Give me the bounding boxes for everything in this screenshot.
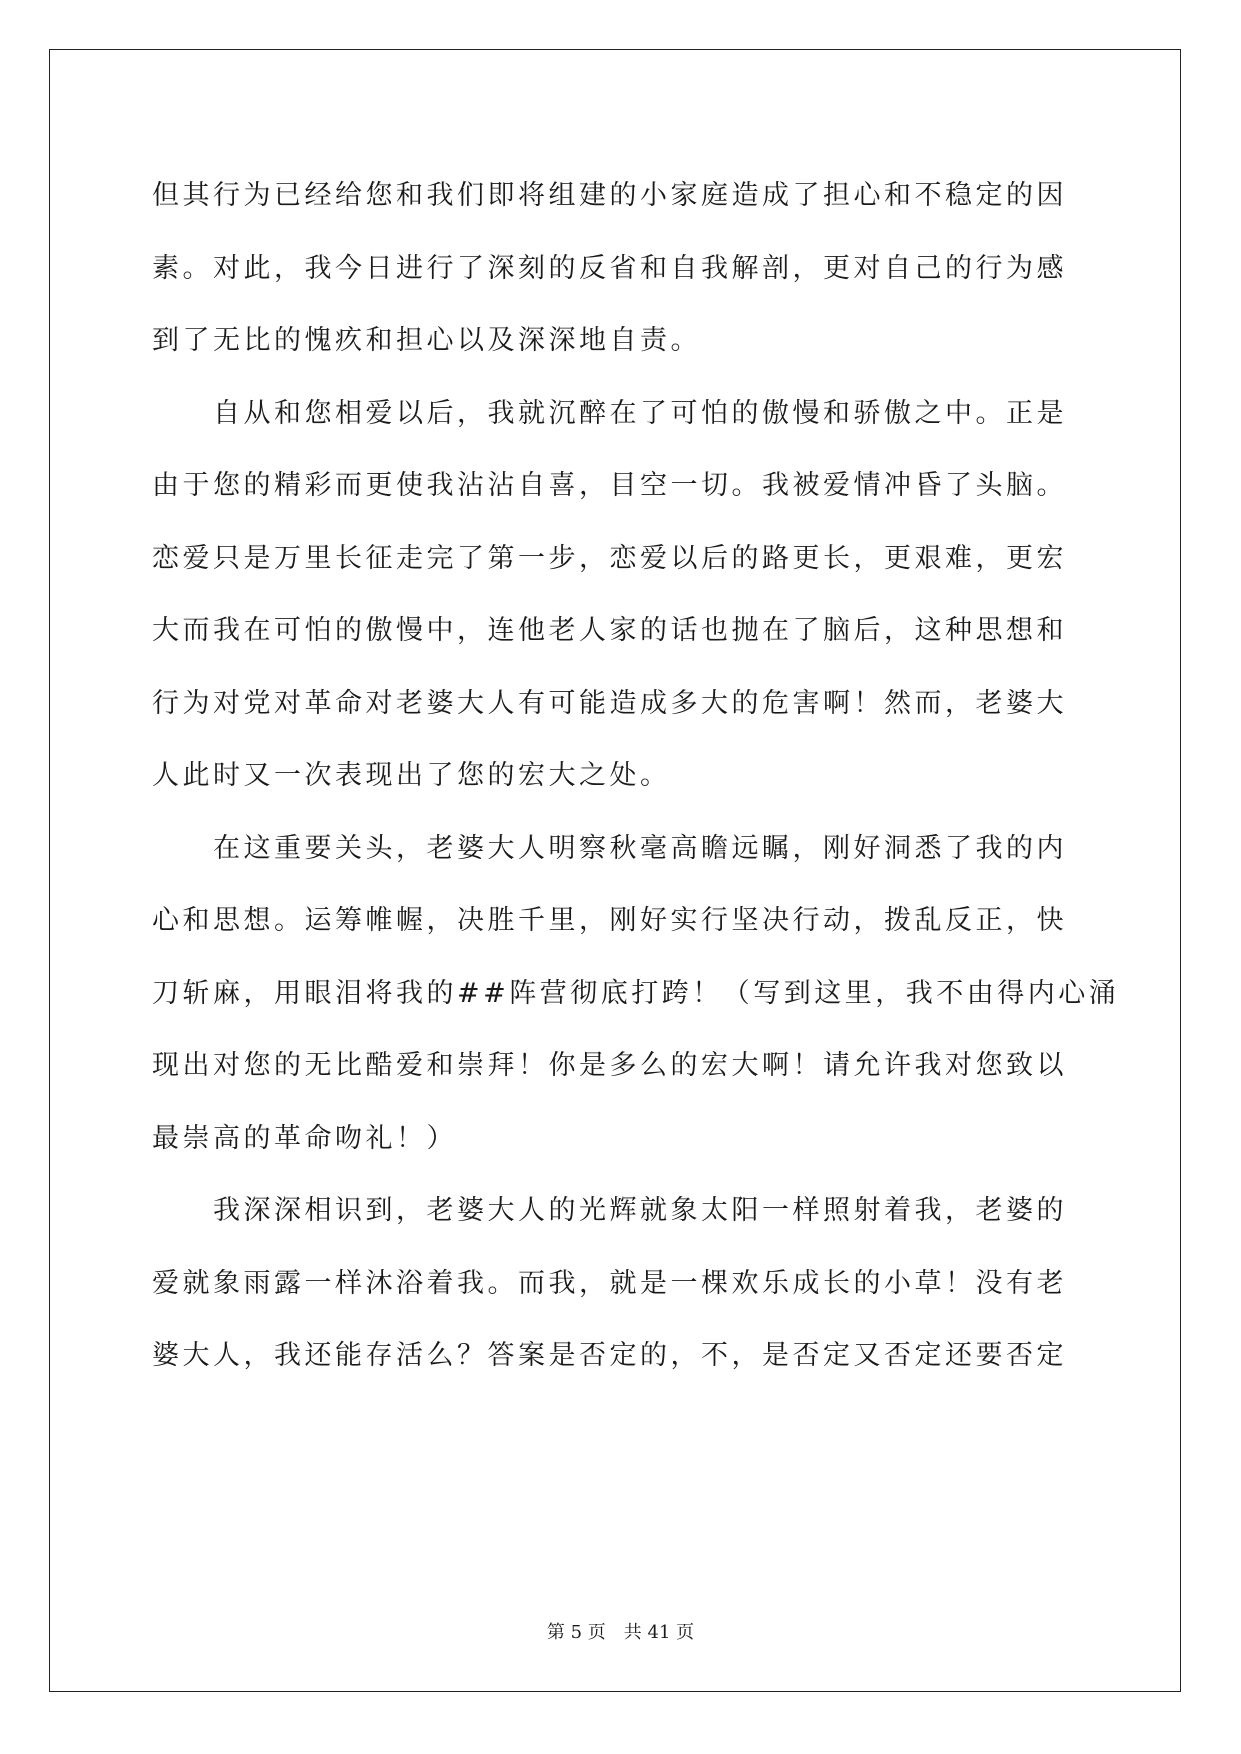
text-line: 素。对此，我今日进行了深刻的反省和自我解剖，更对自己的行为感 xyxy=(152,252,1067,284)
text-line: 大而我在可怕的傲慢中，连他老人家的话也抛在了脑后，这种思想和 xyxy=(152,615,1067,646)
text-line: 行为对党对革命对老婆大人有可能造成多大的危害啊！然而，老婆大 xyxy=(152,687,1067,719)
text-line: 到了无比的愧疚和担心以及深深地自责。 xyxy=(152,325,701,356)
text-line: 婆大人，我还能存活么？答案是否定的，不，是否定又否定还要否定 xyxy=(152,1340,1067,1371)
text-line: 人此时又一次表现出了您的宏大之处。 xyxy=(152,760,671,791)
text-line: 恋爱只是万里长征走完了第一步，恋爱以后的路更长，更艰难，更宏 xyxy=(152,542,1067,574)
page-number: 第 5 页 xyxy=(546,1622,606,1643)
text-line: 我深深相识到，老婆大人的光辉就象太阳一样照射着我，老婆的 xyxy=(152,1195,1067,1226)
text-line: 在这重要关头，老婆大人明察秋毫高瞻远瞩，刚好洞悉了我的内 xyxy=(152,832,1067,864)
text-line: 心和思想。运筹帷幄，决胜千里，刚好实行坚决行动，拨乱反正，快 xyxy=(152,905,1067,936)
text-line: 刀斩麻，用眼泪将我的##阵营彻底打跨！（写到这里，我不由得内心涌 xyxy=(152,977,1120,1009)
document-body xyxy=(152,160,1120,1393)
page-footer xyxy=(0,1618,1241,1644)
page-total: 共 41 页 xyxy=(623,1622,695,1643)
text-line: 但其行为已经给您和我们即将组建的小家庭造成了担心和不稳定的因 xyxy=(152,180,1067,211)
text-line: 最崇高的革命吻礼！） xyxy=(152,1122,457,1154)
text-line: 自从和您相爱以后，我就沉醉在了可怕的傲慢和骄傲之中。正是 xyxy=(152,397,1067,429)
text-line: 爱就象雨露一样沐浴着我。而我，就是一棵欢乐成长的小草！没有老 xyxy=(152,1267,1067,1299)
text-line: 现出对您的无比酷爱和崇拜！你是多么的宏大啊！请允许我对您致以 xyxy=(152,1050,1067,1081)
text-line: 由于您的精彩而更使我沾沾自喜，目空一切。我被爱情冲昏了头脑。 xyxy=(152,470,1067,501)
